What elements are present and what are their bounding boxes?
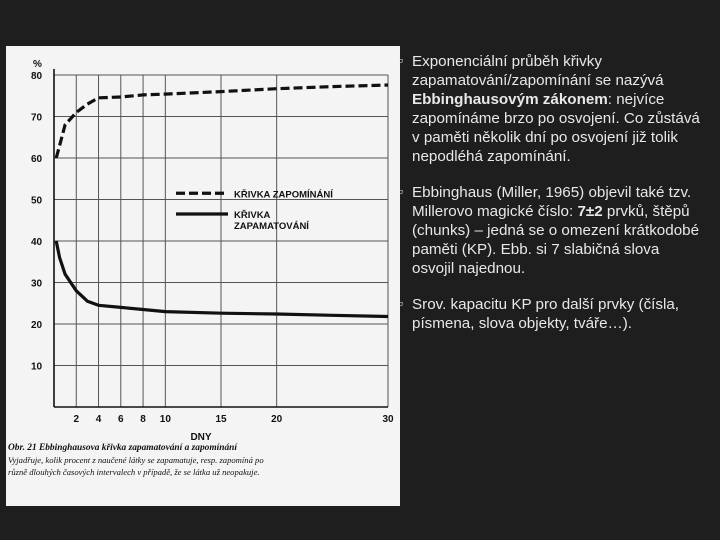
x-tick-label: 6 [118, 414, 124, 425]
y-tick-label: 70 [31, 112, 43, 124]
bullet-capacity [398, 295, 704, 333]
y-tick-label: 50 [31, 195, 43, 207]
bullet-square-icon: ▫ [398, 52, 403, 68]
bullet-square-icon: ▫ [398, 295, 403, 311]
p2-text-a: Ebbinghaus (Miller, 1965) objevil také tzv. Millerovo magické číslo: [412, 184, 692, 220]
legend-label: KŘIVKA ZAPOMÍNÁNÍ [234, 189, 333, 201]
y-tick-label: 30 [31, 278, 43, 290]
paragraph-ebbinghaus-law [412, 52, 704, 166]
p1-text-a: Exponenciální průběh křivky zapamatování/zapomínání se nazývá [412, 53, 664, 89]
y-axis-label: % [33, 59, 42, 70]
p2-text-c: prvků, štěpů (chunks) – jedná se o omezení krátkodobé paměti (KP). Ebb. si 7 slabičná slova osvojil najednou. [412, 203, 700, 277]
ebbinghaus-figure [6, 46, 400, 506]
x-tick-label: 8 [140, 414, 146, 425]
caption-line-1: Vyjadřuje, kolik procent z naučené látky se zapamatuje, resp. zapomíná po [8, 455, 264, 465]
legend-label: KŘIVKA [234, 210, 271, 222]
x-axis-label: DNY [190, 432, 212, 443]
caption-line-2: různě dlouhých časových intervalech v případě, že se látka už neopakuje. [8, 467, 260, 477]
y-tick-label: 60 [31, 154, 43, 165]
y-tick-label: 40 [31, 237, 43, 248]
x-tick-label: 30 [382, 414, 394, 425]
legend-label: ZAPAMATOVÁNÍ [234, 221, 309, 233]
p1-bold: Ebbinghausovým zákonem [412, 91, 608, 108]
bullet-square-icon: ▫ [398, 183, 403, 199]
paragraph-miller-number [412, 183, 704, 278]
x-tick-label: 20 [271, 414, 283, 425]
bullet-law [398, 52, 704, 166]
y-tick-label: 80 [31, 71, 43, 82]
p2-bold: 7±2 [577, 203, 603, 220]
bullet-miller [398, 183, 704, 278]
y-tick-label: 10 [31, 361, 43, 373]
figure-caption [8, 442, 396, 478]
x-tick-label: 15 [215, 414, 227, 425]
series-line-remembering [56, 241, 388, 317]
y-tick-label: 20 [31, 320, 43, 331]
x-tick-label: 10 [159, 414, 171, 425]
text-panel [398, 52, 704, 350]
caption-title: Obr. 21 Ebbinghausova křivka zapamatování a zapomínání [8, 443, 237, 453]
p1-text-c: : nejvíce zapomínáme brzo po osvojení. Co zůstává v paměti několik dní po osvojení již tolik nepodléhá zapomínání. [412, 91, 700, 165]
paragraph-capacity: Srov. kapacitu KP pro další prvky (čísla, písmena, slova objekty, tváře…). [412, 296, 680, 332]
series-line-forgetting [56, 85, 388, 158]
ebbinghaus-chart [6, 46, 400, 446]
x-tick-label: 2 [73, 414, 80, 425]
x-tick-label: 4 [95, 414, 102, 425]
